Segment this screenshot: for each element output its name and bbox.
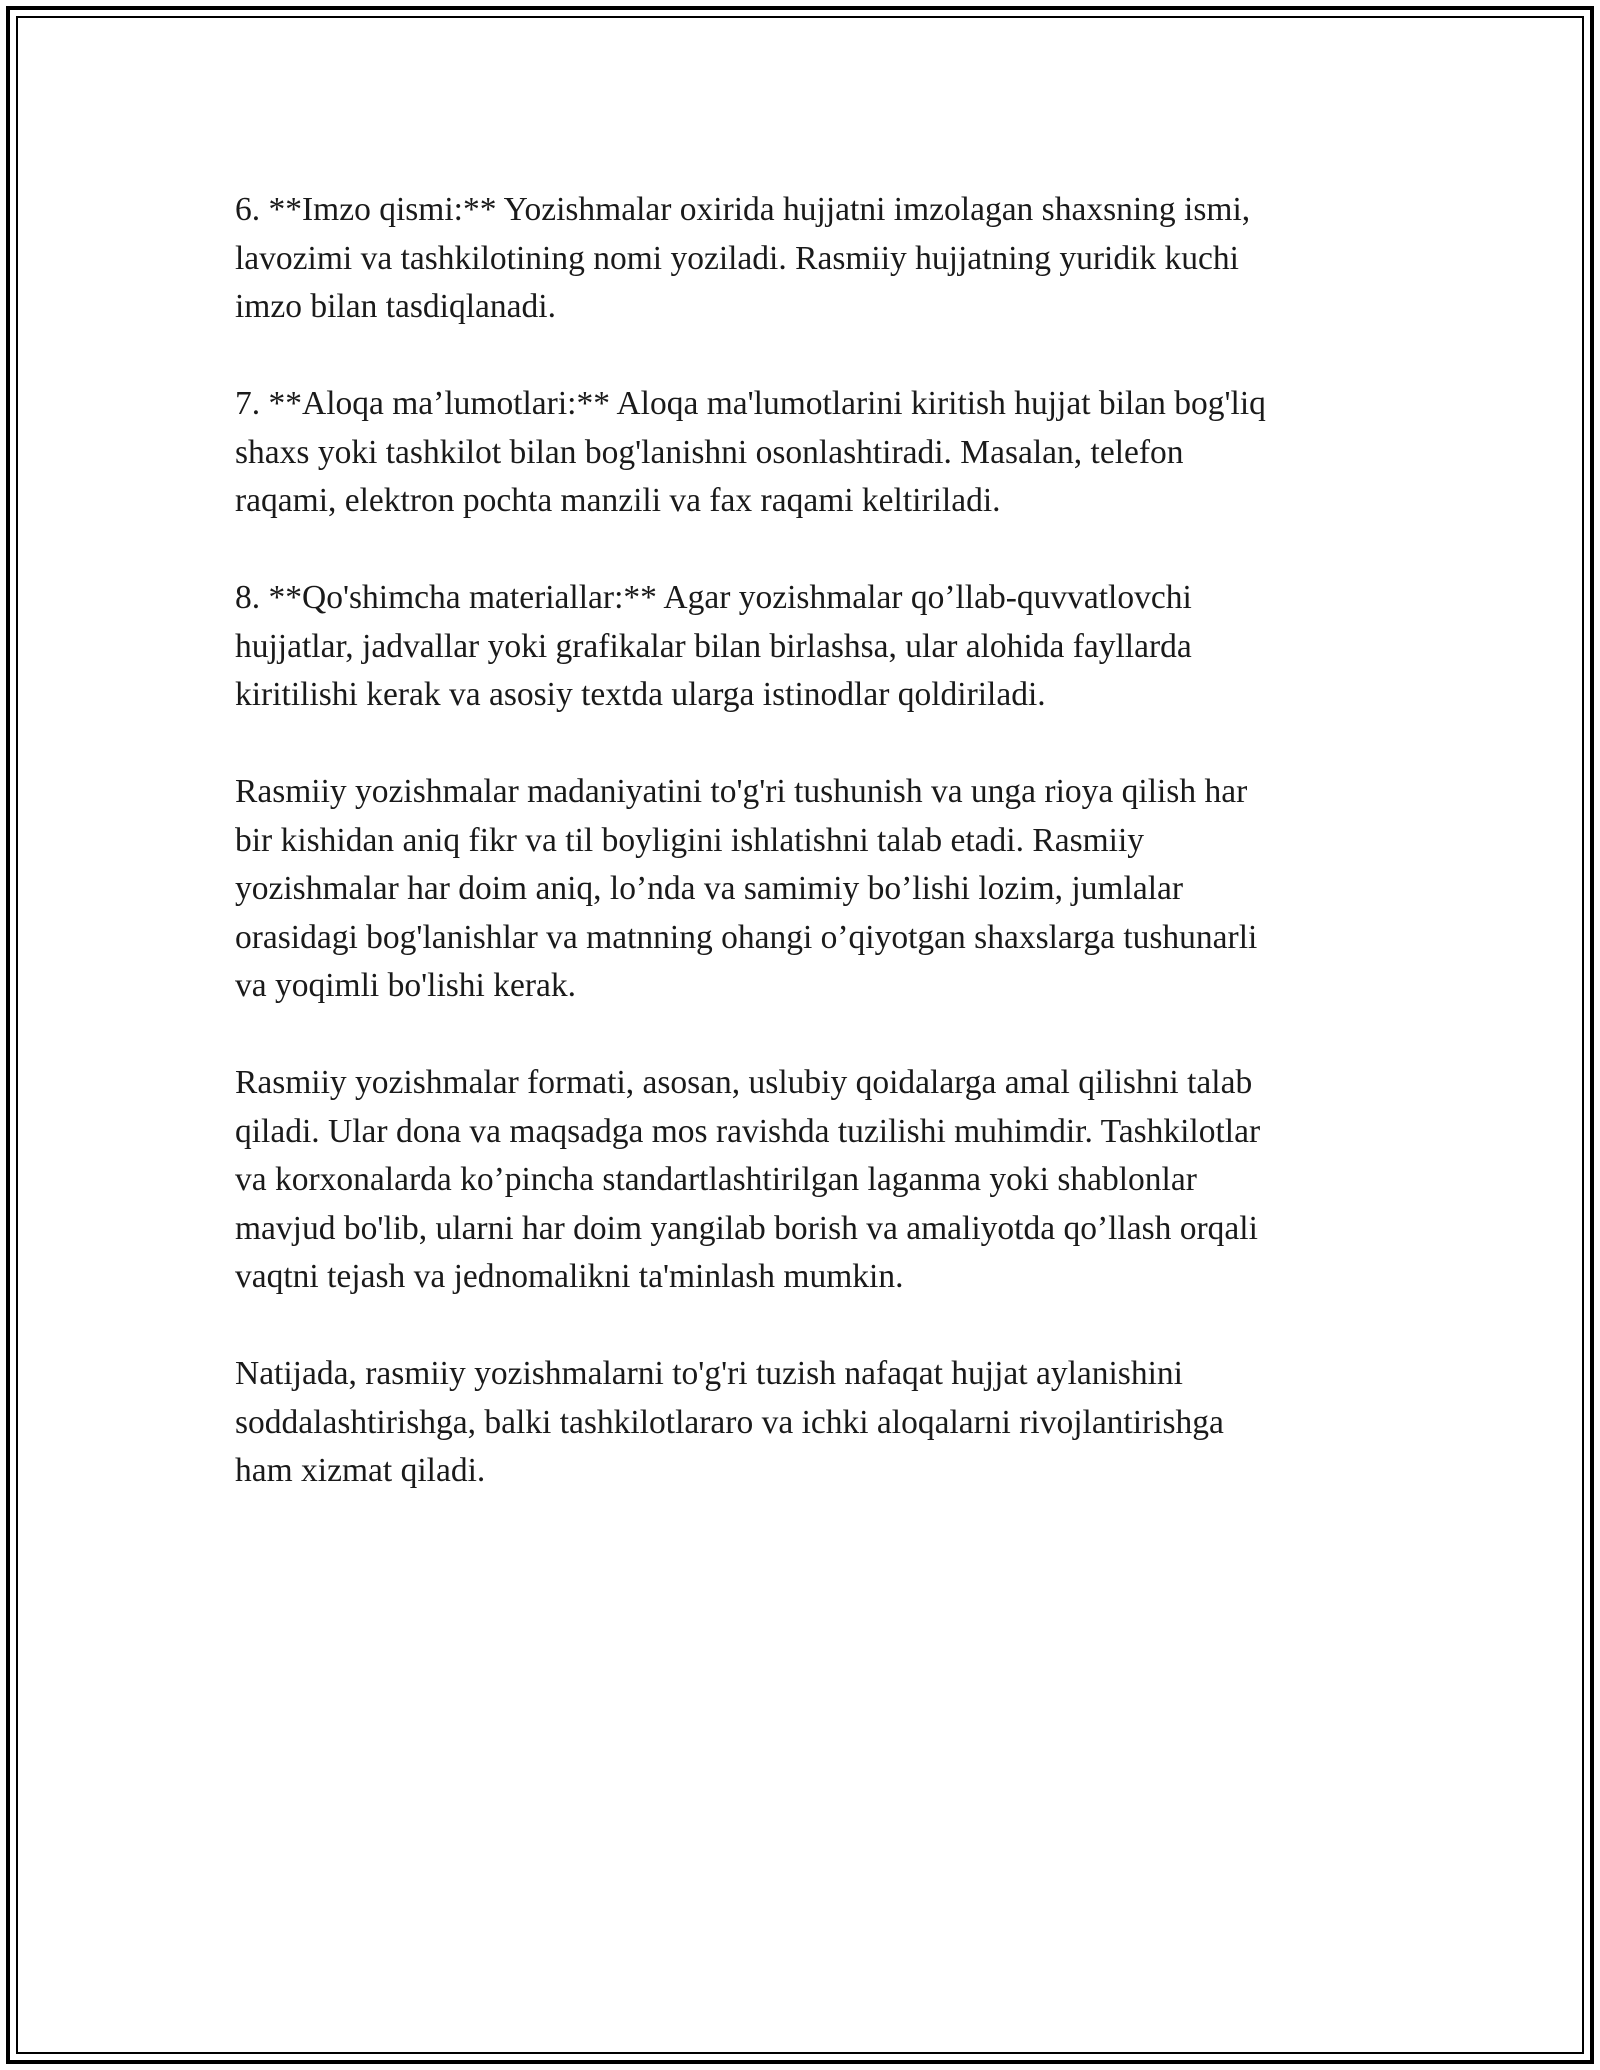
paragraph-additional-materials: 8. **Qo'shimcha materiallar:** Agar yozishmalar qo’llab-quvvatlovchi hujjatlar, jadvallar yoki grafikalar bilan birlashsa, ular alohida fayllarda kiritilishi kerak va asosiy textda ularga istinodlar qoldiriladi.	[235, 579, 1192, 713]
paragraph-correspondence-culture: Rasmiiy yozishmalar madaniyatini to'g'ri tushunish va unga rioya qilish har bir kishidan aniq fikr va til boyligini ishlatishni talab etadi. Rasmiiy yozishmalar har doim aniq, lo’nda va samimiy bo’lishi lozim, jumlalar orasidagi bog'lanishlar va matnning ohangi o’qiyotgan shaxslarga tushunarli va yoqimli bo'lishi kerak.	[235, 773, 1258, 1004]
paragraph-contact-info: 7. **Aloqa ma’lumotlari:** Aloqa ma'lumotlarini kiritish hujjat bilan bog'liq shaxs yoki tashkilot bilan bog'lanishni osonlashtiradi. Masalan, telefon raqami, elektron pochta manzili va fax raqami keltiriladi.	[235, 385, 1266, 519]
paragraph-correspondence-format: Rasmiiy yozishmalar formati, asosan, uslubiy qoidalarga amal qilishni talab qiladi. Ular dona va maqsadga mos ravishda tuzilishi muhimdir. Tashkilotlar va korxonalarda ko’pincha standartlashtirilgan laganma yoki shablonlar mavjud bo'lib, ularni har doim yangilab borish va amaliyotda qo’llash orqali vaqtni tejash va jednomalikni ta'minlash mumkin.	[235, 1064, 1261, 1295]
paragraph-conclusion: Natijada, rasmiiy yozishmalarni to'g'ri tuzish nafaqat hujjat aylanishini soddalashtirishga, balki tashkilotlararo va ichki aloqalarni rivojlantirishga ham xizmat qiladi.	[235, 1355, 1224, 1489]
document-body	[235, 186, 1385, 1544]
paragraph-signature-section: 6. **Imzo qismi:** Yozishmalar oxirida hujjatni imzolagan shaxsning ismi, lavozimi va tashkilotining nomi yoziladi. Rasmiiy hujjatning yuridik kuchi imzo bilan tasdiqlanadi.	[235, 191, 1251, 325]
